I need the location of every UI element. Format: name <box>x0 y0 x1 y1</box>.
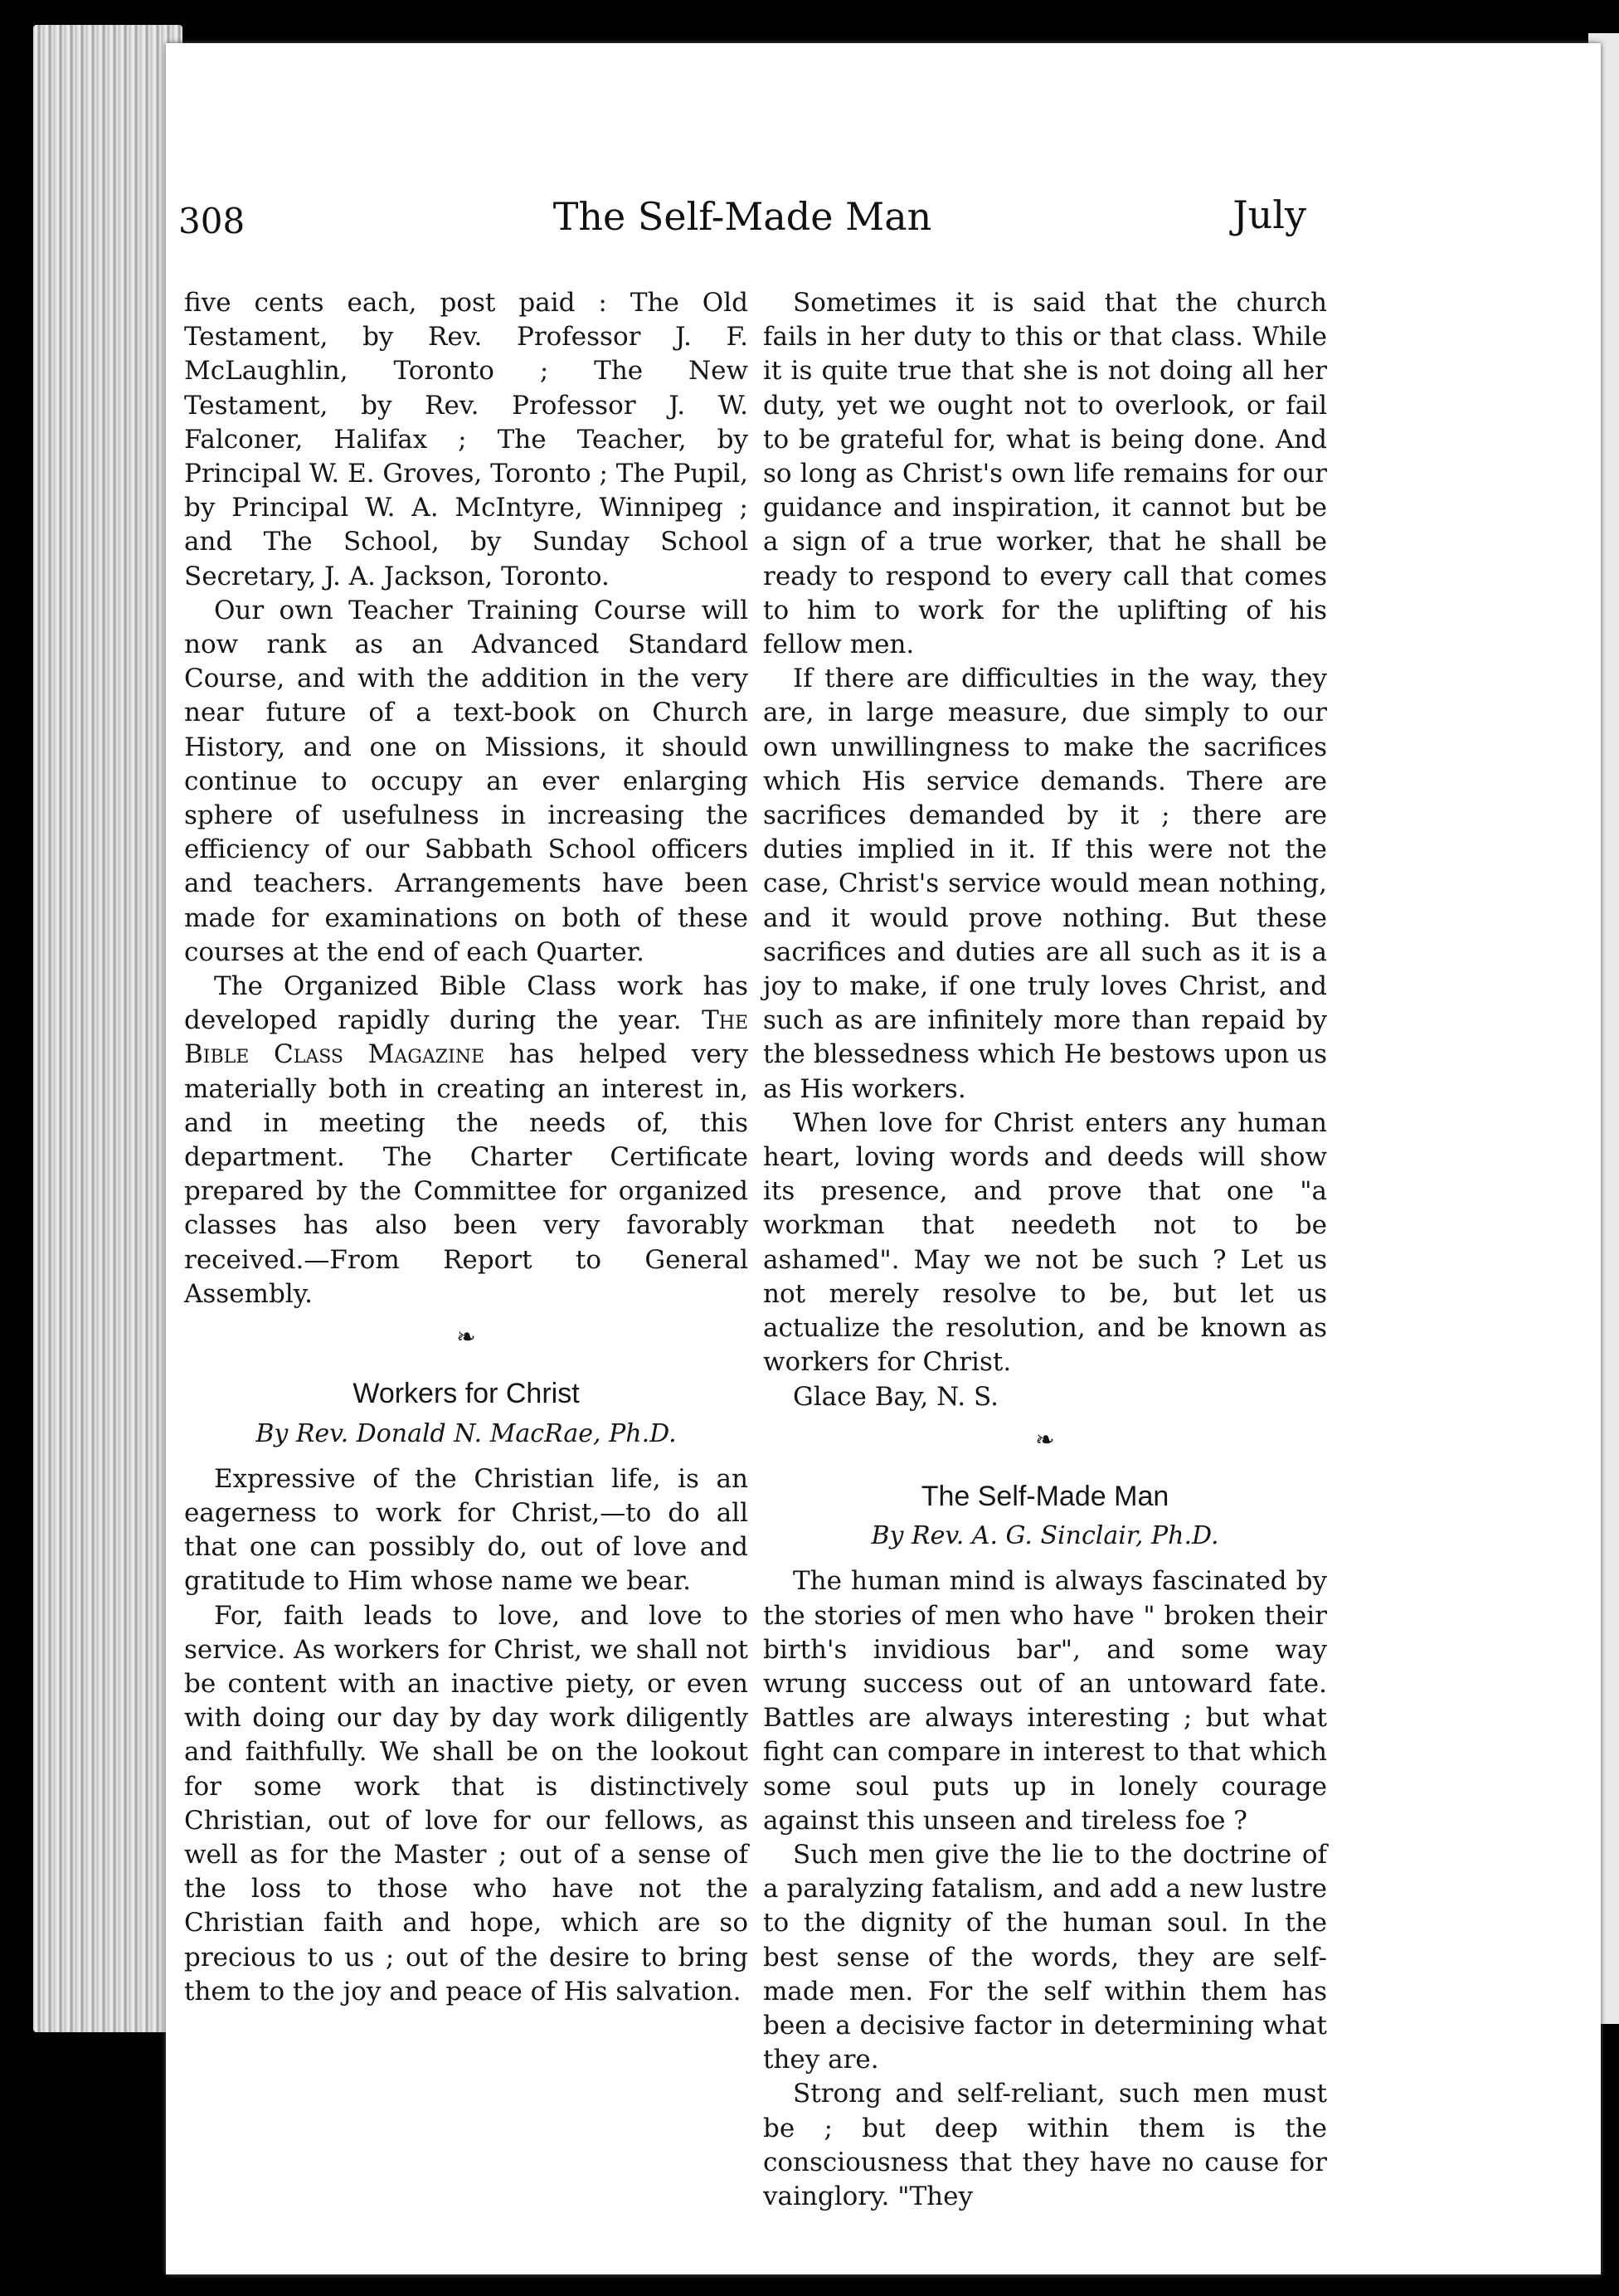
article-title: Workers for Christ <box>352 1378 580 1410</box>
paragraph-text: has helped very materially both in creating an interest in, and in meeting the needs of, this department. The Charter Certificate prepared by the Committee for organized classes has also been very favorably received.—From Report to General Assembly. <box>184 1039 748 1309</box>
running-title: The Self-Made Man <box>552 194 932 239</box>
book-page-edges <box>33 25 182 2032</box>
paragraph: For, faith leads to love, and love to service. As workers for Christ, we shall not be content with an inactive piety, or even with doing our day by day work diligently and faithfully. We shall be on the lookout for some work that is distinctively Christian, out of love for our fellows, as well as for the Master ; out of a sense of the loss to those who have not the Christian faith and hope, which are so precious to us ; out of the desire to bring them to the joy and peace of His salvation. <box>184 1600 748 2007</box>
right-column <box>763 286 1327 2214</box>
paragraph: Such men give the lie to the doctrine of a paralyzing fatalism, and add a new lustre to the dignity of the human soul. In the best sense of the words, they are self-made men. For the self within them has been a decisive factor in determining what they are. <box>763 1839 1327 2075</box>
magazine-name: The Bible Class Magazine <box>184 1005 748 1070</box>
ornament-icon: ❧ <box>1035 1425 1055 1453</box>
article-byline: By Rev. Donald N. MacRae, Ph.D. <box>255 1418 677 1448</box>
paragraph: When love for Christ enters any human heart, loving words and deeds will show its presence, and prove that one "a workman that needeth not to be ashamed". May we not be such ? Let us not merely resolve to be, but let us actualize the resolution, and be known as workers for Christ. <box>763 1107 1327 1378</box>
paragraph-text: The Organized Bible Class work has developed rapidly during the year. <box>184 971 748 1036</box>
page-number: 308 <box>178 201 246 241</box>
left-column <box>184 286 748 2009</box>
paragraph: If there are difficulties in the way, they are, in large measure, due simply to our own unwillingness to make the sacrifices which His service demands. There are sacrifices demanded by it ; there are duties implied in it. If this were not the case, Christ's service would mean nothing, and it would prove nothing. But these sacrifices and duties are all such as it is a joy to make, if one truly loves Christ, and such as are infinitely more than repaid by the blessedness which He bestows upon us as His workers. <box>763 664 1327 1104</box>
paragraph: The human mind is always fascinated by the stories of men who have " broken their birth's invidious bar", and some way wrung success out of an untoward fate. Battles are always interesting ; but what fight can compare in interest to that which some soul puts up in lonely courage against this unseen and tireless foe ? <box>763 1566 1327 1836</box>
paragraph: Our own Teacher Training Course will now rank as an Advanced Standard Course, and with the addition in the very near future of a text-book on Church History, and one on Missions, it should continue to occupy an ever enlarging sphere of usefulness in increasing the efficiency of our Sabbath School officers and teachers. Arrangements have been made for examinations on both of these courses at the end of each Quarter. <box>184 595 748 967</box>
paragraph: five cents each, post paid : The Old Testament, by Rev. Professor J. F. McLaughlin, Toronto ; The New Testament, by Rev. Professor J. W. Falconer, Halifax ; The Teacher, by Principal W. E. Groves, Toronto ; The Pupil, by Principal W. A. McIntyre, Winnipeg ; and The School, by Sunday School Secretary, J. A. Jackson, Toronto. <box>184 288 748 591</box>
article-title: The Self-Made Man <box>921 1480 1169 1512</box>
issue-month: July <box>1232 192 1306 237</box>
paragraph: Expressive of the Christian life, is an eagerness to work for Christ,—to do all that one can possibly do, out of love and gratitude to Him whose name we bear. <box>184 1463 748 1597</box>
place-signature: Glace Bay, N. S. <box>793 1381 999 1412</box>
page-header <box>178 174 1306 249</box>
ornament-icon: ❧ <box>456 1323 476 1351</box>
paragraph <box>184 970 748 1311</box>
article-byline: By Rev. A. G. Sinclair, Ph.D. <box>871 1521 1219 1551</box>
paragraph: Strong and self-reliant, such men must be ; but deep within them is the consciousness that they have no cause for vainglory. "They <box>763 2079 1327 2211</box>
paragraph: Sometimes it is said that the church fails in her duty to this or that class. While it is quite true that she is not doing all her duty, yet we ought not to overlook, or fail to be grateful for, what is being done. And so long as Christ's own life remains for our guidance and inspiration, it cannot but be a sign of a true worker, that he shall be ready to respond to every call that comes to him to work for the uplifting of his fellow men. <box>763 288 1327 660</box>
